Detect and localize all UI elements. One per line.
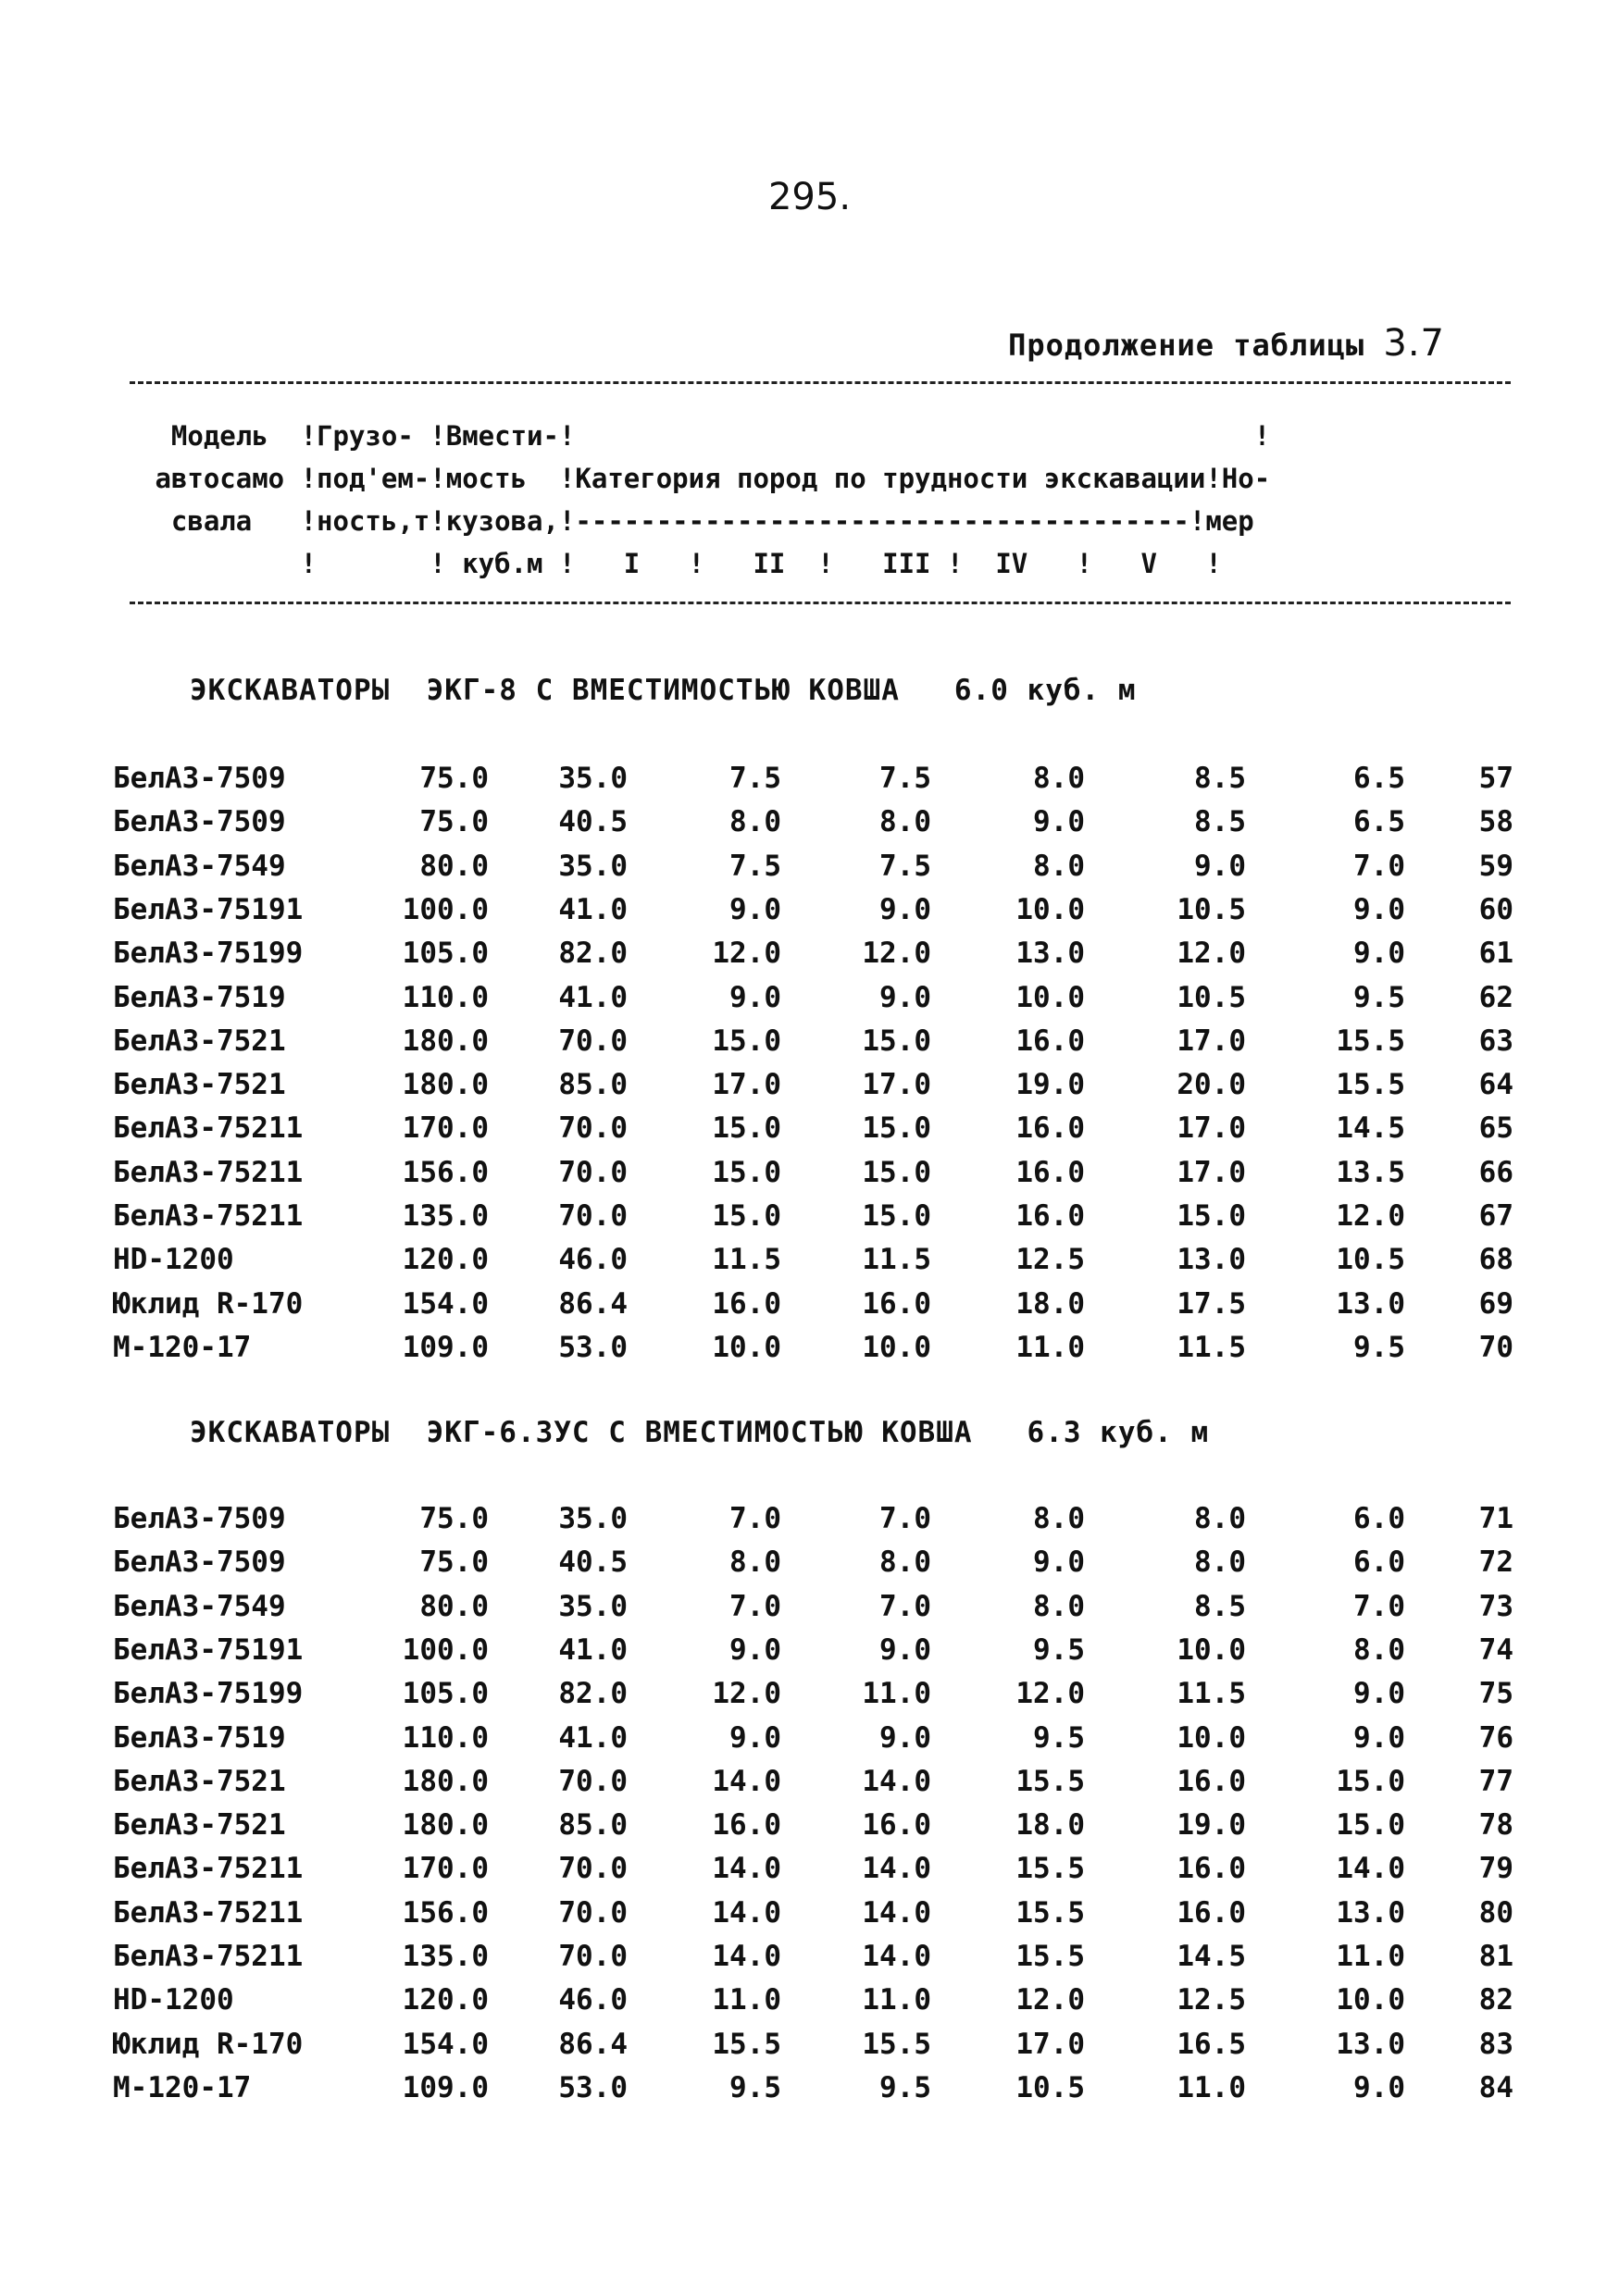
category-v-cell: 6.0 <box>1353 1502 1405 1535</box>
category-iv-cell: 10.5 <box>1177 892 1246 926</box>
volume-cell: 70.0 <box>558 1895 628 1930</box>
table-row <box>0 1497 1619 1541</box>
category-ii-cell: 14.0 <box>862 1764 931 1798</box>
category-iii-cell: 9.0 <box>1033 805 1085 839</box>
category-ii-cell: 11.0 <box>862 1983 931 2017</box>
model-cell: HD-1200 <box>113 1983 234 2017</box>
capacity-cell: 170.0 <box>402 1111 489 1146</box>
number-cell: 64 <box>1478 1068 1513 1102</box>
category-ii-cell: 8.0 <box>879 1545 931 1580</box>
category-iv-cell: 8.5 <box>1194 1589 1246 1623</box>
volume-cell: 86.4 <box>558 2027 628 2061</box>
number-cell: 74 <box>1478 1632 1513 1667</box>
number-cell: 84 <box>1478 2070 1513 2104</box>
category-ii-cell: 7.0 <box>879 1589 931 1623</box>
category-iv-cell: 11.5 <box>1177 1677 1246 1711</box>
category-iii-cell: 15.5 <box>1015 1940 1085 1973</box>
table-row <box>0 2066 1619 2110</box>
table-row <box>0 1107 1619 1150</box>
volume-cell: 70.0 <box>558 1024 628 1058</box>
category-v-cell: 9.0 <box>1353 892 1405 926</box>
category-iii-cell: 16.0 <box>1015 1111 1085 1146</box>
category-ii-cell: 8.0 <box>879 805 931 839</box>
category-ii-cell: 9.5 <box>879 2070 931 2104</box>
table-caption-number: 3.7 <box>1383 322 1445 365</box>
volume-cell: 35.0 <box>558 849 628 883</box>
category-ii-cell: 9.0 <box>879 980 931 1014</box>
category-v-cell: 7.0 <box>1353 849 1405 883</box>
header-line: свала !ность,т!кузова,!--------------------------------------!мер <box>139 505 1254 537</box>
number-cell: 63 <box>1478 1024 1513 1058</box>
capacity-cell: 109.0 <box>402 1330 489 1364</box>
capacity-cell: 156.0 <box>402 1895 489 1930</box>
capacity-cell: 135.0 <box>402 1199 489 1233</box>
category-i-cell: 16.0 <box>712 1808 781 1843</box>
table-caption <box>1008 322 1445 365</box>
category-iii-cell: 16.0 <box>1015 1199 1085 1233</box>
number-cell: 75 <box>1478 1677 1513 1711</box>
table-row <box>0 1195 1619 1238</box>
model-cell: БелАЗ-75191 <box>113 1632 304 1667</box>
category-iv-cell: 16.5 <box>1177 2027 1246 2061</box>
category-ii-cell: 15.0 <box>862 1155 931 1189</box>
category-i-cell: 12.0 <box>712 937 781 971</box>
category-iii-cell: 8.0 <box>1033 849 1085 883</box>
table-row <box>0 1847 1619 1891</box>
category-iii-cell: 15.5 <box>1015 1895 1085 1930</box>
capacity-cell: 100.0 <box>402 1632 489 1667</box>
category-iv-cell: 13.0 <box>1177 1243 1246 1277</box>
category-v-cell: 10.0 <box>1336 1983 1405 2017</box>
category-i-cell: 10.0 <box>712 1330 781 1364</box>
model-cell: БелАЗ-7521 <box>113 1024 286 1058</box>
category-iv-cell: 11.5 <box>1177 1330 1246 1364</box>
category-v-cell: 9.0 <box>1353 1677 1405 1711</box>
table-row <box>0 1020 1619 1063</box>
category-iv-cell: 16.0 <box>1177 1895 1246 1930</box>
category-iv-cell: 8.0 <box>1194 1545 1246 1580</box>
category-iv-cell: 19.0 <box>1177 1808 1246 1843</box>
category-ii-cell: 17.0 <box>862 1068 931 1102</box>
number-cell: 73 <box>1478 1589 1513 1623</box>
table-row <box>0 1760 1619 1804</box>
category-v-cell: 9.0 <box>1353 2070 1405 2104</box>
category-v-cell: 9.5 <box>1353 1330 1405 1364</box>
category-v-cell: 6.5 <box>1353 805 1405 839</box>
category-iv-cell: 11.0 <box>1177 2070 1246 2104</box>
category-i-cell: 9.0 <box>729 1720 781 1755</box>
model-cell: БелАЗ-7509 <box>113 805 286 839</box>
model-cell: БелАЗ-7519 <box>113 1720 286 1755</box>
category-v-cell: 6.5 <box>1353 762 1405 795</box>
category-i-cell: 15.0 <box>712 1024 781 1058</box>
category-iv-cell: 14.5 <box>1177 1940 1246 1973</box>
category-iv-cell: 12.5 <box>1177 1983 1246 2017</box>
category-iii-cell: 16.0 <box>1015 1155 1085 1189</box>
capacity-cell: 110.0 <box>402 980 489 1014</box>
model-cell: БелАЗ-7521 <box>113 1764 286 1798</box>
category-iv-cell: 8.5 <box>1194 762 1246 795</box>
number-cell: 76 <box>1478 1720 1513 1755</box>
volume-cell: 85.0 <box>558 1068 628 1102</box>
table-row <box>0 1541 1619 1584</box>
model-cell: БелАЗ-7549 <box>113 1589 286 1623</box>
category-iii-cell: 10.0 <box>1015 980 1085 1014</box>
category-iv-cell: 17.0 <box>1177 1155 1246 1189</box>
category-i-cell: 15.0 <box>712 1155 781 1189</box>
category-iii-cell: 18.0 <box>1015 1286 1085 1321</box>
category-iii-cell: 8.0 <box>1033 1589 1085 1623</box>
capacity-cell: 180.0 <box>402 1808 489 1843</box>
category-i-cell: 11.5 <box>712 1243 781 1277</box>
category-i-cell: 8.0 <box>729 805 781 839</box>
model-cell: БелАЗ-7521 <box>113 1808 286 1843</box>
number-cell: 62 <box>1478 980 1513 1014</box>
category-iii-cell: 9.5 <box>1033 1720 1085 1755</box>
category-iii-cell: 10.5 <box>1015 2070 1085 2104</box>
category-v-cell: 9.5 <box>1353 980 1405 1014</box>
capacity-cell: 135.0 <box>402 1940 489 1973</box>
category-iii-cell: 9.0 <box>1033 1545 1085 1580</box>
category-iv-cell: 16.0 <box>1177 1852 1246 1886</box>
category-iv-cell: 8.0 <box>1194 1502 1246 1535</box>
category-v-cell: 15.0 <box>1336 1764 1405 1798</box>
number-cell: 71 <box>1478 1502 1513 1535</box>
volume-cell: 70.0 <box>558 1199 628 1233</box>
number-cell: 65 <box>1478 1111 1513 1146</box>
category-i-cell: 9.0 <box>729 980 781 1014</box>
category-i-cell: 12.0 <box>712 1677 781 1711</box>
category-iii-cell: 15.5 <box>1015 1764 1085 1798</box>
category-ii-cell: 14.0 <box>862 1852 931 1886</box>
table-header <box>139 415 1271 627</box>
model-cell: БелАЗ-7509 <box>113 1545 286 1580</box>
section-title: ЭКСКАВАТОРЫ ЭКГ-8 С ВМЕСТИМОСТЬЮ КОВША 6.0 куб. м <box>190 674 1137 707</box>
capacity-cell: 156.0 <box>402 1155 489 1189</box>
table-row <box>0 845 1619 888</box>
category-iii-cell: 12.0 <box>1015 1983 1085 2017</box>
category-iv-cell: 8.5 <box>1194 805 1246 839</box>
number-cell: 82 <box>1478 1983 1513 2017</box>
volume-cell: 41.0 <box>558 980 628 1014</box>
capacity-cell: 80.0 <box>419 1589 489 1623</box>
model-cell: БелАЗ-7509 <box>113 1502 286 1535</box>
capacity-cell: 180.0 <box>402 1764 489 1798</box>
category-ii-cell: 15.0 <box>862 1199 931 1233</box>
table-row <box>0 1804 1619 1847</box>
category-i-cell: 9.0 <box>729 1632 781 1667</box>
table-row <box>0 1979 1619 2022</box>
header-top-rule <box>130 381 1511 384</box>
capacity-cell: 154.0 <box>402 1286 489 1321</box>
header-line: ! ! куб.м ! I ! II ! III ! IV ! V ! <box>139 548 1222 579</box>
volume-cell: 41.0 <box>558 892 628 926</box>
page-number: 295. <box>767 176 852 218</box>
model-cell: М-120-17 <box>113 1330 252 1364</box>
capacity-cell: 75.0 <box>419 1545 489 1580</box>
capacity-cell: 105.0 <box>402 937 489 971</box>
category-iii-cell: 13.0 <box>1015 937 1085 971</box>
table-row <box>0 1151 1619 1195</box>
category-iii-cell: 8.0 <box>1033 762 1085 795</box>
category-iv-cell: 17.5 <box>1177 1286 1246 1321</box>
capacity-cell: 110.0 <box>402 1720 489 1755</box>
category-i-cell: 7.5 <box>729 762 781 795</box>
table-row <box>0 888 1619 932</box>
category-ii-cell: 16.0 <box>862 1286 931 1321</box>
volume-cell: 40.5 <box>558 1545 628 1580</box>
volume-cell: 35.0 <box>558 1589 628 1623</box>
volume-cell: 70.0 <box>558 1111 628 1146</box>
category-i-cell: 14.0 <box>712 1764 781 1798</box>
table-row <box>0 2023 1619 2066</box>
category-iii-cell: 19.0 <box>1015 1068 1085 1102</box>
volume-cell: 35.0 <box>558 762 628 795</box>
header-line: автосамо !под'ем-!мость !Категория пород по трудности экскавации!Но- <box>139 463 1271 494</box>
category-v-cell: 14.0 <box>1336 1852 1405 1886</box>
header-bottom-rule <box>130 602 1511 604</box>
category-ii-cell: 12.0 <box>862 937 931 971</box>
category-iii-cell: 15.5 <box>1015 1852 1085 1886</box>
number-cell: 61 <box>1478 937 1513 971</box>
number-cell: 79 <box>1478 1852 1513 1886</box>
model-cell: БелАЗ-75191 <box>113 892 304 926</box>
category-v-cell: 13.0 <box>1336 1286 1405 1321</box>
category-iii-cell: 17.0 <box>1015 2027 1085 2061</box>
category-iv-cell: 15.0 <box>1177 1199 1246 1233</box>
capacity-cell: 80.0 <box>419 849 489 883</box>
header-line: Модель !Грузо- !Вмести-! ! <box>139 420 1271 452</box>
model-cell: БелАЗ-75199 <box>113 937 304 971</box>
model-cell: БелАЗ-7521 <box>113 1068 286 1102</box>
category-iii-cell: 9.5 <box>1033 1632 1085 1667</box>
category-iv-cell: 20.0 <box>1177 1068 1246 1102</box>
category-v-cell: 9.0 <box>1353 1720 1405 1755</box>
volume-cell: 70.0 <box>558 1940 628 1973</box>
volume-cell: 53.0 <box>558 2070 628 2104</box>
category-iii-cell: 16.0 <box>1015 1024 1085 1058</box>
number-cell: 58 <box>1478 805 1513 839</box>
category-v-cell: 7.0 <box>1353 1589 1405 1623</box>
volume-cell: 41.0 <box>558 1632 628 1667</box>
table-row <box>0 1629 1619 1672</box>
model-cell: БелАЗ-75211 <box>113 1895 304 1930</box>
category-v-cell: 12.0 <box>1336 1199 1405 1233</box>
category-v-cell: 8.0 <box>1353 1632 1405 1667</box>
table-row <box>0 1063 1619 1107</box>
capacity-cell: 180.0 <box>402 1068 489 1102</box>
category-v-cell: 11.0 <box>1336 1940 1405 1973</box>
category-i-cell: 15.0 <box>712 1199 781 1233</box>
category-iii-cell: 8.0 <box>1033 1502 1085 1535</box>
category-iii-cell: 18.0 <box>1015 1808 1085 1843</box>
model-cell: БелАЗ-7549 <box>113 849 286 883</box>
category-i-cell: 11.0 <box>712 1983 781 2017</box>
category-i-cell: 17.0 <box>712 1068 781 1102</box>
category-v-cell: 15.5 <box>1336 1024 1405 1058</box>
model-cell: БелАЗ-75211 <box>113 1940 304 1973</box>
number-cell: 80 <box>1478 1895 1513 1930</box>
category-i-cell: 15.0 <box>712 1111 781 1146</box>
number-cell: 78 <box>1478 1808 1513 1843</box>
category-v-cell: 15.0 <box>1336 1808 1405 1843</box>
category-i-cell: 7.5 <box>729 849 781 883</box>
volume-cell: 86.4 <box>558 1286 628 1321</box>
table-row <box>0 1672 1619 1716</box>
category-ii-cell: 14.0 <box>862 1940 931 1973</box>
capacity-cell: 75.0 <box>419 805 489 839</box>
category-v-cell: 13.5 <box>1336 1155 1405 1189</box>
category-iv-cell: 10.0 <box>1177 1720 1246 1755</box>
table-row <box>0 757 1619 800</box>
category-ii-cell: 7.0 <box>879 1502 931 1535</box>
volume-cell: 70.0 <box>558 1852 628 1886</box>
volume-cell: 70.0 <box>558 1155 628 1189</box>
table-caption-text: Продолжение таблицы <box>1008 328 1384 363</box>
volume-cell: 35.0 <box>558 1502 628 1535</box>
section-title: ЭКСКАВАТОРЫ ЭКГ-6.3УС С ВМЕСТИМОСТЬЮ КОВША 6.3 куб. м <box>190 1416 1210 1449</box>
number-cell: 67 <box>1478 1199 1513 1233</box>
table-row <box>0 800 1619 844</box>
category-i-cell: 15.5 <box>712 2027 781 2061</box>
model-cell: БелАЗ-75211 <box>113 1111 304 1146</box>
capacity-cell: 120.0 <box>402 1243 489 1277</box>
category-ii-cell: 7.5 <box>879 849 931 883</box>
category-ii-cell: 7.5 <box>879 762 931 795</box>
number-cell: 70 <box>1478 1330 1513 1364</box>
category-ii-cell: 11.5 <box>862 1243 931 1277</box>
category-i-cell: 7.0 <box>729 1502 781 1535</box>
model-cell: БелАЗ-7509 <box>113 762 286 795</box>
table-row <box>0 932 1619 975</box>
volume-cell: 40.5 <box>558 805 628 839</box>
table-row <box>0 1326 1619 1370</box>
category-iv-cell: 17.0 <box>1177 1111 1246 1146</box>
category-v-cell: 14.5 <box>1336 1111 1405 1146</box>
table-row <box>0 1585 1619 1629</box>
category-i-cell: 14.0 <box>712 1940 781 1973</box>
category-v-cell: 9.0 <box>1353 937 1405 971</box>
category-ii-cell: 15.0 <box>862 1024 931 1058</box>
volume-cell: 41.0 <box>558 1720 628 1755</box>
category-v-cell: 6.0 <box>1353 1545 1405 1580</box>
category-i-cell: 7.0 <box>729 1589 781 1623</box>
number-cell: 57 <box>1478 762 1513 795</box>
category-ii-cell: 9.0 <box>879 1632 931 1667</box>
volume-cell: 85.0 <box>558 1808 628 1843</box>
capacity-cell: 109.0 <box>402 2070 489 2104</box>
number-cell: 83 <box>1478 2027 1513 2061</box>
category-v-cell: 13.0 <box>1336 2027 1405 2061</box>
capacity-cell: 105.0 <box>402 1677 489 1711</box>
table-row <box>0 976 1619 1020</box>
capacity-cell: 180.0 <box>402 1024 489 1058</box>
category-ii-cell: 9.0 <box>879 1720 931 1755</box>
number-cell: 66 <box>1478 1155 1513 1189</box>
category-iv-cell: 9.0 <box>1194 849 1246 883</box>
number-cell: 81 <box>1478 1940 1513 1973</box>
category-iv-cell: 17.0 <box>1177 1024 1246 1058</box>
category-iv-cell: 16.0 <box>1177 1764 1246 1798</box>
table-row <box>0 1283 1619 1326</box>
model-cell: БелАЗ-75211 <box>113 1199 304 1233</box>
category-i-cell: 8.0 <box>729 1545 781 1580</box>
volume-cell: 82.0 <box>558 937 628 971</box>
category-ii-cell: 16.0 <box>862 1808 931 1843</box>
category-iii-cell: 12.0 <box>1015 1677 1085 1711</box>
category-iii-cell: 10.0 <box>1015 892 1085 926</box>
table-row <box>0 1238 1619 1282</box>
number-cell: 68 <box>1478 1243 1513 1277</box>
category-i-cell: 16.0 <box>712 1286 781 1321</box>
category-i-cell: 9.5 <box>729 2070 781 2104</box>
table-row <box>0 1892 1619 1935</box>
volume-cell: 46.0 <box>558 1983 628 2017</box>
category-iii-cell: 11.0 <box>1015 1330 1085 1364</box>
number-cell: 60 <box>1478 892 1513 926</box>
capacity-cell: 170.0 <box>402 1852 489 1886</box>
volume-cell: 70.0 <box>558 1764 628 1798</box>
category-v-cell: 10.5 <box>1336 1243 1405 1277</box>
category-iv-cell: 10.5 <box>1177 980 1246 1014</box>
category-ii-cell: 10.0 <box>862 1330 931 1364</box>
number-cell: 72 <box>1478 1545 1513 1580</box>
category-i-cell: 14.0 <box>712 1852 781 1886</box>
category-ii-cell: 14.0 <box>862 1895 931 1930</box>
capacity-cell: 100.0 <box>402 892 489 926</box>
model-cell: Юклид R-170 <box>113 2027 304 2061</box>
table-row <box>0 1717 1619 1760</box>
number-cell: 77 <box>1478 1764 1513 1798</box>
capacity-cell: 75.0 <box>419 1502 489 1535</box>
model-cell: HD-1200 <box>113 1243 234 1277</box>
category-iii-cell: 12.5 <box>1015 1243 1085 1277</box>
volume-cell: 46.0 <box>558 1243 628 1277</box>
category-ii-cell: 15.5 <box>862 2027 931 2061</box>
category-iv-cell: 12.0 <box>1177 937 1246 971</box>
table-row <box>0 1935 1619 1979</box>
category-iv-cell: 10.0 <box>1177 1632 1246 1667</box>
category-ii-cell: 15.0 <box>862 1111 931 1146</box>
model-cell: БелАЗ-75211 <box>113 1155 304 1189</box>
category-ii-cell: 11.0 <box>862 1677 931 1711</box>
category-ii-cell: 9.0 <box>879 892 931 926</box>
model-cell: Юклид R-170 <box>113 1286 304 1321</box>
number-cell: 59 <box>1478 849 1513 883</box>
category-i-cell: 14.0 <box>712 1895 781 1930</box>
model-cell: БелАЗ-75199 <box>113 1677 304 1711</box>
capacity-cell: 120.0 <box>402 1983 489 2017</box>
category-v-cell: 15.5 <box>1336 1068 1405 1102</box>
model-cell: М-120-17 <box>113 2070 252 2104</box>
number-cell: 69 <box>1478 1286 1513 1321</box>
volume-cell: 53.0 <box>558 1330 628 1364</box>
capacity-cell: 75.0 <box>419 762 489 795</box>
model-cell: БелАЗ-75211 <box>113 1852 304 1886</box>
volume-cell: 82.0 <box>558 1677 628 1711</box>
category-v-cell: 13.0 <box>1336 1895 1405 1930</box>
model-cell: БелАЗ-7519 <box>113 980 286 1014</box>
category-i-cell: 9.0 <box>729 892 781 926</box>
capacity-cell: 154.0 <box>402 2027 489 2061</box>
